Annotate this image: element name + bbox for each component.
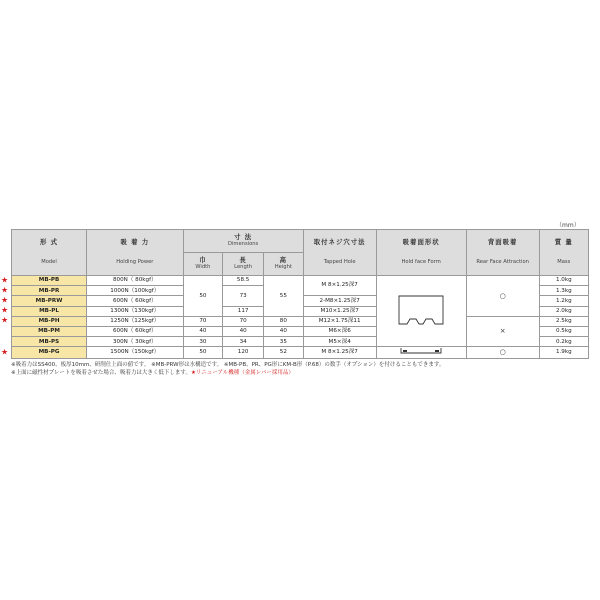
tap-cell: M6×深6: [303, 326, 376, 336]
header-height: 高 Height: [264, 253, 304, 276]
length-cell: 40: [223, 326, 264, 336]
header-length: 長 Length: [223, 253, 264, 276]
rear-cell: ○: [466, 347, 539, 358]
mass-cell: 2.5kg: [539, 316, 588, 326]
mass-cell: 1.2kg: [539, 296, 588, 306]
model-cell: ★ MB-PH: [12, 316, 87, 326]
mass-cell: 1.3kg: [539, 286, 588, 296]
header-dimensions: 寸 法 Dimensions: [183, 230, 303, 253]
header-tapped-hole: 取付ネジ穴寸法 Tapped Hole: [303, 230, 376, 276]
tap-cell: M 8×1.25深7: [303, 276, 376, 296]
tap-cell: M10×1.25深7: [303, 306, 376, 316]
form-cell-pg: [376, 347, 466, 358]
spec-table: [1, 229, 589, 359]
width-cell: 30: [183, 337, 223, 347]
model-cell: ★ MB-PR: [12, 286, 87, 296]
power-cell: 600N（ 60kgf）: [87, 326, 184, 336]
hold-face-flat-icon: [391, 347, 451, 355]
mass-cell: 0.2kg: [539, 337, 588, 347]
form-cell-main: [376, 276, 466, 347]
width-cell: 40: [183, 326, 223, 336]
power-cell: 1250N（125kgf）: [87, 316, 184, 326]
mass-cell: 0.5kg: [539, 326, 588, 336]
length-cell: 70: [223, 316, 264, 326]
unit-label: （mm）: [556, 222, 580, 229]
mass-cell: 2.0kg: [539, 306, 588, 316]
footnote-line-1: ※吸着力はSS400、板厚10mm、研削仕上面の値です。 ※MB-PRW形は水構造です。 ※MB-PB、PR、PG形にKM-B形（P.68）の数手（オプション）を付けることもできます。: [11, 362, 445, 368]
rear-cell: ×: [466, 316, 539, 347]
width-cell: 50: [183, 276, 223, 317]
mass-cell: 1.9kg: [539, 347, 588, 358]
length-cell: 117: [223, 306, 264, 316]
power-cell: 300N（ 30kgf）: [87, 337, 184, 347]
star-icon: ★: [1, 285, 9, 295]
star-icon: ★: [1, 347, 9, 357]
header-rear-face: 背面吸着 Rear Face Attraction: [466, 230, 539, 276]
footnote-line-2: ※上面に磁性材プレートを吸着させた場合、吸着力は大きく低下します。★リニューアル機種（金属レバー採用品）: [11, 369, 294, 376]
header-width: 巾 Width: [183, 253, 223, 276]
model-cell: ★ MB-PG: [12, 347, 87, 358]
width-cell: 50: [183, 347, 223, 358]
table-row: [12, 316, 589, 326]
model-cell: MB-PS: [12, 337, 87, 347]
width-cell: 70: [183, 316, 223, 326]
height-cell: 40: [264, 326, 304, 336]
power-cell: 1300N（130kgf）: [87, 306, 184, 316]
height-cell: 80: [264, 316, 304, 326]
length-cell: 120: [223, 347, 264, 358]
height-cell: 35: [264, 337, 304, 347]
power-cell: 600N（ 60kgf）: [87, 296, 184, 306]
star-icon: ★: [1, 295, 9, 305]
star-icon: ★: [1, 275, 9, 285]
tap-cell: 2-M8×1.25深7: [303, 296, 376, 306]
header-hold-face-form: 吸着面形状 Hold face Form: [376, 230, 466, 276]
power-cell: 1000N（100kgf）: [87, 286, 184, 296]
length-cell: 34: [223, 337, 264, 347]
model-cell: ★ MB-PL: [12, 306, 87, 316]
star-icon: ★: [1, 305, 9, 315]
footnotes: [11, 362, 591, 378]
length-cell: 58.5: [223, 276, 264, 286]
star-icon: ★: [1, 315, 9, 325]
header-model: 形 式 Model: [12, 230, 87, 276]
mass-cell: 1.0kg: [539, 276, 588, 286]
tap-cell: M5×深4: [303, 337, 376, 347]
power-cell: 800N（ 80kgf）: [87, 276, 184, 286]
tap-cell: M12×1.75深11: [303, 316, 376, 326]
model-cell: ★ MB-PB: [12, 276, 87, 286]
rear-cell: ○: [466, 276, 539, 317]
table-row: [12, 276, 589, 286]
header-power: 吸 着 力 Holding Power: [87, 230, 184, 276]
model-cell: MB-PM: [12, 326, 87, 336]
table-row: [12, 347, 589, 358]
height-cell: 55: [264, 276, 304, 317]
tap-cell: M 8×1.25深7: [303, 347, 376, 358]
renewal-note: ★リニューアル機種（金属レバー採用品）: [190, 369, 294, 376]
model-cell: ★ MB-PRW: [12, 296, 87, 306]
length-cell: 73: [223, 286, 264, 306]
power-cell: 1500N（150kgf）: [87, 347, 184, 358]
height-cell: 52: [264, 347, 304, 358]
header-mass: 質 量 Mass: [539, 230, 588, 276]
hold-face-profile-icon: [391, 290, 451, 330]
